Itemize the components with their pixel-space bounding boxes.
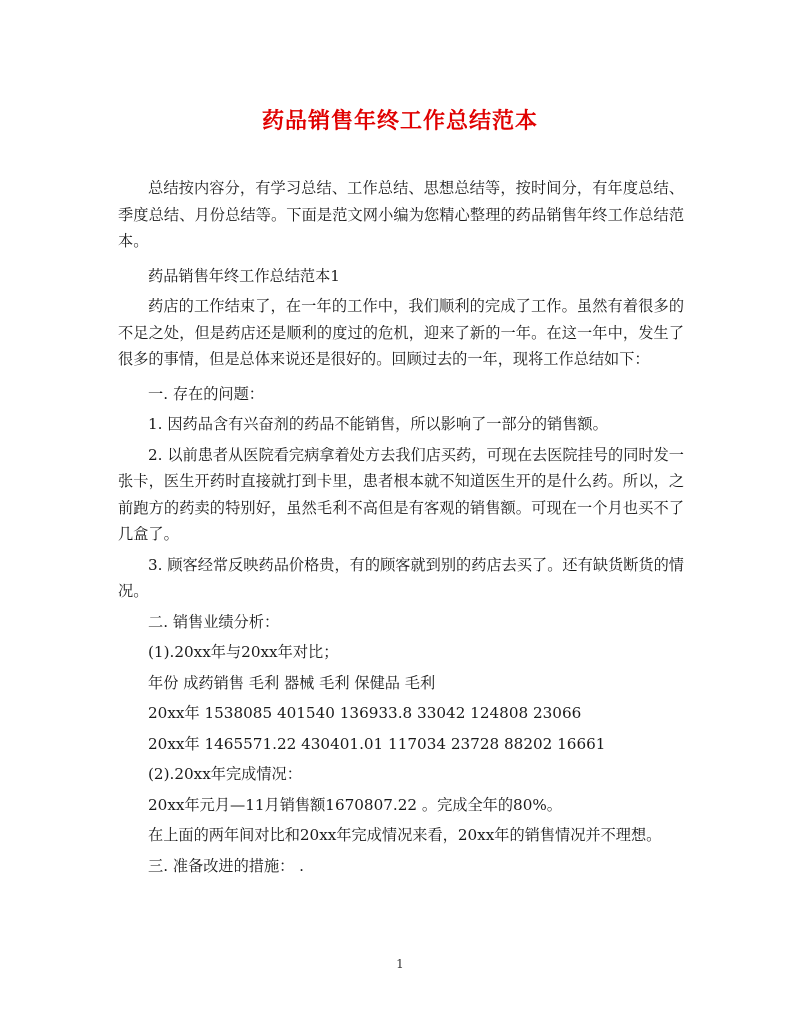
sub-heading-comparison: (1).20xx年与20xx年对比； (148, 643, 339, 661)
heading-analysis: 二. 销售业绩分析： (148, 612, 280, 631)
table-header-line: 年份 成药销售 毛利 器械 毛利 保健品 毛利 (148, 673, 436, 692)
table-row-line: 20xx年 1538085 401540 136933.8 33042 124808 23066 (148, 704, 582, 722)
page-number: 1 (396, 957, 404, 971)
document-body (118, 175, 684, 883)
paragraph: 药店的工作结束了，在一年的工作中，我们顺利的完成了工作。虽然有着很多的不足之处，但是药店还是顺利的度过的危机，迎来了新的一年。在这一年中，发生了很多的事情，但是总体来说还是很好的。回顾过去的一年，现将工作总结如下： (118, 297, 684, 368)
list-item: 2. 以前患者从医院看完病拿着处方去我们店买药，可现在去医院挂号的同时发一张卡，医生开药时直接就打到卡里，患者根本就不知道医生开的是什么药。所以，之前跑方的药卖的特别好，虽然毛利不高但是有客观的销售额。可现在一个月也买不了几盒了。 (118, 445, 684, 543)
heading-problems: 一. 存在的问题： (148, 384, 264, 403)
paragraph: 20xx年元月—11月销售额1670807.22 。完成全年的80%。 (148, 795, 562, 814)
list-item: 1. 因药品含有兴奋剂的药品不能销售，所以影响了一部分的销售额。 (148, 415, 608, 433)
heading-measures: 三. 准备改进的措施： . (148, 856, 304, 875)
paragraph: 在上面的两年间对比和20xx年完成情况来看，20xx年的销售情况并不理想。 (148, 826, 662, 844)
document-title: 药品销售年终工作总结范本 (261, 109, 538, 134)
intro-paragraph: 总结按内容分，有学习总结、工作总结、思想总结等，按时间分，有年度总结、季度总结、月份总结等。下面是范文网小编为您精心整理的药品销售年终工作总结范本。 (118, 179, 684, 250)
sub-heading-completion: (2).20xx年完成情况： (148, 765, 302, 783)
table-row-line: 20xx年 1465571.22 430401.01 117034 23728 88202 16661 (148, 734, 606, 753)
section-heading-1: 药品销售年终工作总结范本1 (148, 266, 340, 285)
list-item: 3. 顾客经常反映药品价格贵，有的顾客就到别的药店去买了。还有缺货断货的情况。 (118, 555, 684, 600)
